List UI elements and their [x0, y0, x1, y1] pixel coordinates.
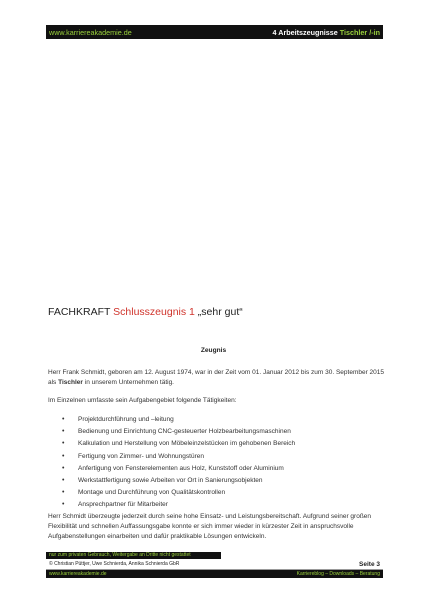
list-item — [62, 414, 295, 426]
closing-paragraph: Herr Schmidt überzeugte jederzeit durch seine hohe Einsatz- und Leistungsbereitschaft. Aufgrund seiner großen Flexibilität und schnellen Auffassungsgabe konnte er sich immer wieder in kürzester Zeit in anspruchsvolle Aufgabenstellungen einarbeiten und dafür praktikable Lösungen entwickeln. — [48, 513, 372, 540]
list-item — [62, 487, 295, 499]
duties-intro: Im Einzelnen umfasste sein Aufgabengebiet folgende Tätigkeiten: — [48, 397, 237, 404]
header-bar — [46, 25, 383, 39]
bullet-icon: • — [62, 489, 65, 497]
page-footer — [46, 552, 383, 579]
intro-part1: Herr Frank Schmidt, geboren am 12. August 1974, war in der Zeit vom 01. Januar 2012 bis zum 30. September 2015 als — [48, 369, 385, 386]
footer-info-row — [46, 559, 383, 570]
heading-prefix: FACHKRAFT — [48, 306, 111, 318]
heading-red: Schlusszeugnis 1 — [113, 306, 195, 318]
duty-text: Bedienung und Einrichtung CNC-gesteuerter Holzbearbeitungsmaschinen — [78, 428, 291, 436]
duty-text: Werkstattfertigung sowie Arbeiten vor Ort in Sanierungsobjekten — [78, 476, 263, 484]
footer-notice: nur zum privaten Gebrauch, Weitergabe an Dritte nicht gestattet — [46, 552, 221, 559]
list-item — [62, 426, 295, 438]
duty-text: Anfertigung von Fensterelementen aus Holz, Kunststoff oder Aluminium — [78, 464, 284, 472]
bullet-icon: • — [62, 476, 65, 484]
footer-site-link[interactable]: www.karriereakademie.de — [49, 571, 107, 577]
list-item — [62, 475, 295, 487]
list-item — [62, 463, 295, 475]
section-heading — [48, 306, 243, 318]
intro-bold: Tischler — [58, 379, 83, 386]
list-item — [62, 438, 295, 450]
page-number: Seite 3 — [359, 560, 380, 568]
list-item — [62, 451, 295, 463]
footer-link-row — [46, 570, 383, 578]
bullet-icon: • — [62, 440, 65, 448]
duty-text: Kalkulation und Herstellung von Möbeleinzelstücken im gehobenen Bereich — [78, 440, 296, 448]
header-title — [273, 28, 380, 37]
list-item — [62, 499, 295, 511]
bullet-icon: • — [62, 501, 65, 509]
footer-links[interactable]: Karriereblog – Downloads – Beratung — [296, 571, 380, 577]
intro-part2: in unserem Unternehmen tätig. — [84, 379, 174, 386]
bullet-icon: • — [62, 428, 65, 436]
header-title-prefix: 4 Arbeitszeugnisse — [272, 27, 338, 37]
footer-copyright: © Christian Püttjer, Uwe Schnierda, Annika Schnierda GbR — [49, 561, 180, 567]
bullet-icon: • — [62, 464, 65, 472]
bullet-icon: • — [62, 416, 65, 423]
duties-list — [62, 414, 295, 512]
document-title: Zeugnis — [200, 347, 227, 354]
duty-text: Montage und Durchführung von Qualitätskontrollen — [78, 489, 226, 497]
duty-text: Ansprechpartner für Mitarbeiter — [78, 501, 168, 509]
header-site-link[interactable]: www.karriereakademie.de — [49, 27, 132, 37]
intro-paragraph — [48, 368, 384, 388]
bullet-icon: • — [62, 452, 65, 460]
duty-text: Projektdurchführung und –leitung — [78, 416, 174, 423]
duty-text: Fertigung von Zimmer- und Wohnungstüren — [78, 452, 204, 460]
heading-suffix: „sehr gut“ — [197, 306, 243, 318]
header-title-accent: Tischler /-in — [339, 27, 380, 37]
